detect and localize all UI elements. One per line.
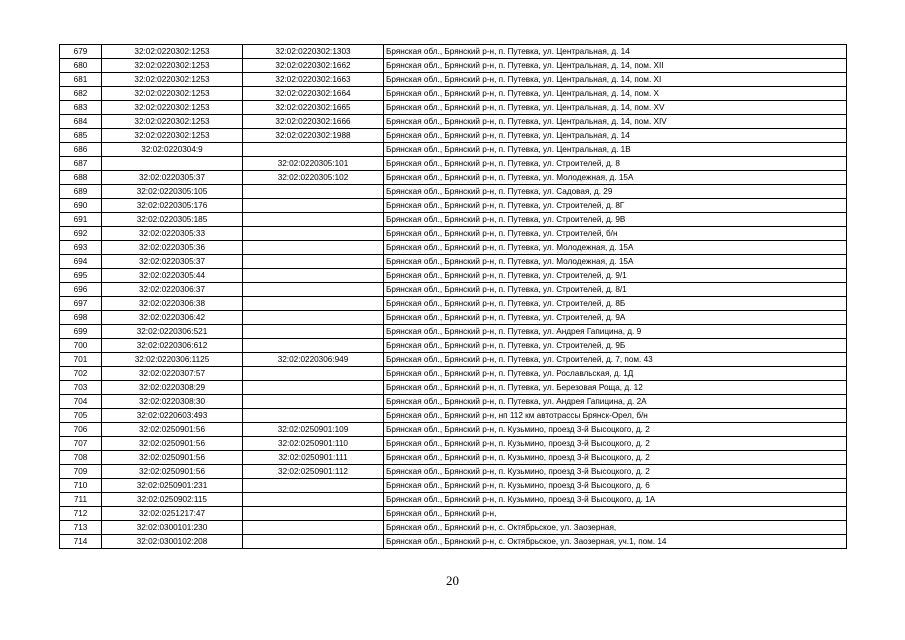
address-cell: Брянская обл., Брянский р-н, п. Путевка, ул. Строителей, д. 7, пом. 43 — [384, 353, 847, 367]
related-cadastral-number-cell — [243, 227, 384, 241]
address-cell: Брянская обл., Брянский р-н, п. Путевка, ул. Строителей, д. 9А — [384, 311, 847, 325]
row-number-cell: 679 — [60, 45, 102, 59]
cadastral-number-cell: 32:02:0220305:44 — [102, 269, 243, 283]
cadastral-number-cell: 32:02:0251217:47 — [102, 507, 243, 521]
related-cadastral-number-cell — [243, 479, 384, 493]
row-number-cell: 681 — [60, 73, 102, 87]
table-row — [60, 297, 847, 311]
row-number-cell: 710 — [60, 479, 102, 493]
row-number-cell: 694 — [60, 255, 102, 269]
row-number-cell: 686 — [60, 143, 102, 157]
cadastral-number-cell: 32:02:0220305:37 — [102, 171, 243, 185]
address-cell: Брянская обл., Брянский р-н, п. Кузьмино, проезд 3-й Высоцкого, д. 1А — [384, 493, 847, 507]
row-number-cell: 711 — [60, 493, 102, 507]
row-number-cell: 709 — [60, 465, 102, 479]
row-number-cell: 714 — [60, 535, 102, 549]
address-cell: Брянская обл., Брянский р-н, п. Кузьмино, проезд 3-й Высоцкого, д. 2 — [384, 423, 847, 437]
table-row — [60, 227, 847, 241]
address-cell: Брянская обл., Брянский р-н, п. Путевка, ул. Садовая, д. 29 — [384, 185, 847, 199]
address-cell: Брянская обл., Брянский р-н, п. Путевка, ул. Строителей, д. 8Г — [384, 199, 847, 213]
related-cadastral-number-cell — [243, 283, 384, 297]
related-cadastral-number-cell: 32:02:0220302:1988 — [243, 129, 384, 143]
related-cadastral-number-cell — [243, 339, 384, 353]
table-row — [60, 325, 847, 339]
address-cell: Брянская обл., Брянский р-н, п. Путевка, ул. Молодежная, д. 15А — [384, 171, 847, 185]
address-cell: Брянская обл., Брянский р-н, п. Путевка, ул. Строителей, д. 8/1 — [384, 283, 847, 297]
related-cadastral-number-cell — [243, 325, 384, 339]
table-row — [60, 101, 847, 115]
related-cadastral-number-cell — [243, 199, 384, 213]
address-cell: Брянская обл., Брянский р-н, п. Путевка, ул. Центральная, д. 14 — [384, 129, 847, 143]
address-cell: Брянская обл., Брянский р-н, нп 112 км автотрассы Брянск-Орел, б/н — [384, 409, 847, 423]
cadastral-number-cell: 32:02:0250901:231 — [102, 479, 243, 493]
related-cadastral-number-cell — [243, 493, 384, 507]
table-row — [60, 73, 847, 87]
table-row — [60, 535, 847, 549]
table-row — [60, 493, 847, 507]
related-cadastral-number-cell — [243, 213, 384, 227]
related-cadastral-number-cell: 32:02:0250901:111 — [243, 451, 384, 465]
table-row — [60, 171, 847, 185]
table-row — [60, 451, 847, 465]
address-cell: Брянская обл., Брянский р-н, с. Октябрьское, ул. Заозерная, уч.1, пом. 14 — [384, 535, 847, 549]
table-row — [60, 115, 847, 129]
row-number-cell: 684 — [60, 115, 102, 129]
related-cadastral-number-cell: 32:02:0220302:1664 — [243, 87, 384, 101]
cadastral-number-cell: 32:02:0250901:56 — [102, 423, 243, 437]
table-row — [60, 311, 847, 325]
row-number-cell: 712 — [60, 507, 102, 521]
related-cadastral-number-cell: 32:02:0220302:1662 — [243, 59, 384, 73]
cadastral-number-cell: 32:02:0250901:56 — [102, 451, 243, 465]
table-row — [60, 87, 847, 101]
table-row — [60, 45, 847, 59]
row-number-cell: 702 — [60, 367, 102, 381]
cadastral-number-cell: 32:02:0220302:1253 — [102, 45, 243, 59]
address-cell: Брянская обл., Брянский р-н, п. Путевка, ул. Центральная, д. 1В — [384, 143, 847, 157]
address-cell: Брянская обл., Брянский р-н, п. Путевка, ул. Строителей, д. 8 — [384, 157, 847, 171]
related-cadastral-number-cell — [243, 521, 384, 535]
cadastral-number-cell: 32:02:0250902:115 — [102, 493, 243, 507]
cadastral-number-cell: 32:02:0300101:230 — [102, 521, 243, 535]
row-number-cell: 682 — [60, 87, 102, 101]
table-row — [60, 395, 847, 409]
cadastral-number-cell: 32:02:0220306:1125 — [102, 353, 243, 367]
related-cadastral-number-cell — [243, 311, 384, 325]
related-cadastral-number-cell: 32:02:0220306:949 — [243, 353, 384, 367]
address-cell: Брянская обл., Брянский р-н, п. Путевка, ул. Строителей, д. 9/1 — [384, 269, 847, 283]
cadastral-number-cell: 32:02:0220308:30 — [102, 395, 243, 409]
page-number: 20 — [446, 573, 459, 588]
row-number-cell: 701 — [60, 353, 102, 367]
table-row — [60, 409, 847, 423]
cadastral-number-cell: 32:02:0220306:42 — [102, 311, 243, 325]
related-cadastral-number-cell — [243, 409, 384, 423]
cadastral-number-cell: 32:02:0250901:56 — [102, 437, 243, 451]
cadastral-number-cell — [102, 157, 243, 171]
table-row — [60, 479, 847, 493]
address-cell: Брянская обл., Брянский р-н, п. Кузьмино, проезд 3-й Высоцкого, д. 6 — [384, 479, 847, 493]
cadastral-number-cell: 32:02:0220306:521 — [102, 325, 243, 339]
table-row — [60, 283, 847, 297]
table-row — [60, 241, 847, 255]
related-cadastral-number-cell — [243, 367, 384, 381]
row-number-cell: 683 — [60, 101, 102, 115]
table-body — [60, 45, 847, 549]
row-number-cell: 685 — [60, 129, 102, 143]
row-number-cell: 698 — [60, 311, 102, 325]
table-row — [60, 157, 847, 171]
table-row — [60, 213, 847, 227]
related-cadastral-number-cell — [243, 185, 384, 199]
address-cell: Брянская обл., Брянский р-н, п. Путевка, ул. Центральная, д. 14, пом. XI — [384, 73, 847, 87]
cadastral-number-cell: 32:02:0220305:176 — [102, 199, 243, 213]
row-number-cell: 708 — [60, 451, 102, 465]
row-number-cell: 707 — [60, 437, 102, 451]
table-row — [60, 185, 847, 199]
row-number-cell: 713 — [60, 521, 102, 535]
row-number-cell: 692 — [60, 227, 102, 241]
table-row — [60, 255, 847, 269]
cadastral-number-cell: 32:02:0220306:38 — [102, 297, 243, 311]
table-row — [60, 521, 847, 535]
related-cadastral-number-cell — [243, 395, 384, 409]
cadastral-number-cell: 32:02:0220302:1253 — [102, 73, 243, 87]
cadastral-number-cell: 32:02:0220304:9 — [102, 143, 243, 157]
address-cell: Брянская обл., Брянский р-н, п. Путевка, ул. Молодежная, д. 15А — [384, 255, 847, 269]
row-number-cell: 696 — [60, 283, 102, 297]
address-cell: Брянская обл., Брянский р-н, п. Путевка, ул. Строителей, д. 9Б — [384, 339, 847, 353]
table-row — [60, 367, 847, 381]
table-row — [60, 199, 847, 213]
row-number-cell: 703 — [60, 381, 102, 395]
property-register-table — [59, 44, 847, 549]
related-cadastral-number-cell — [243, 507, 384, 521]
address-cell: Брянская обл., Брянский р-н, п. Кузьмино, проезд 3-й Высоцкого, д. 2 — [384, 451, 847, 465]
cadastral-number-cell: 32:02:0220305:37 — [102, 255, 243, 269]
address-cell: Брянская обл., Брянский р-н, п. Кузьмино, проезд 3-й Высоцкого, д. 2 — [384, 437, 847, 451]
table-row — [60, 507, 847, 521]
row-number-cell: 691 — [60, 213, 102, 227]
cadastral-number-cell: 32:02:0300102:208 — [102, 535, 243, 549]
table-row — [60, 143, 847, 157]
address-cell: Брянская обл., Брянский р-н, п. Путевка, ул. Центральная, д. 14, пом. XIV — [384, 115, 847, 129]
table-row — [60, 423, 847, 437]
row-number-cell: 689 — [60, 185, 102, 199]
row-number-cell: 700 — [60, 339, 102, 353]
row-number-cell: 705 — [60, 409, 102, 423]
address-cell: Брянская обл., Брянский р-н, п. Путевка, ул. Строителей, д. 9В — [384, 213, 847, 227]
related-cadastral-number-cell — [243, 269, 384, 283]
table-row — [60, 269, 847, 283]
cadastral-number-cell: 32:02:0220306:612 — [102, 339, 243, 353]
related-cadastral-number-cell: 32:02:0250901:109 — [243, 423, 384, 437]
address-cell: Брянская обл., Брянский р-н, п. Кузьмино, проезд 3-й Высоцкого, д. 2 — [384, 465, 847, 479]
address-cell: Брянская обл., Брянский р-н, п. Путевка, ул. Строителей, б/н — [384, 227, 847, 241]
address-cell: Брянская обл., Брянский р-н, п. Путевка, ул. Андрея Гапицина, д. 2А — [384, 395, 847, 409]
row-number-cell: 680 — [60, 59, 102, 73]
address-cell: Брянская обл., Брянский р-н, п. Путевка, ул. Строителей, д. 8Б — [384, 297, 847, 311]
cadastral-number-cell: 32:02:0220308:29 — [102, 381, 243, 395]
row-number-cell: 706 — [60, 423, 102, 437]
cadastral-number-cell: 32:02:0250901:56 — [102, 465, 243, 479]
related-cadastral-number-cell — [243, 297, 384, 311]
cadastral-number-cell: 32:02:0220603:493 — [102, 409, 243, 423]
cadastral-number-cell: 32:02:0220302:1253 — [102, 87, 243, 101]
table-row — [60, 339, 847, 353]
related-cadastral-number-cell: 32:02:0250901:112 — [243, 465, 384, 479]
cadastral-number-cell: 32:02:0220305:105 — [102, 185, 243, 199]
related-cadastral-number-cell — [243, 255, 384, 269]
address-cell: Брянская обл., Брянский р-н, п. Путевка, ул. Андрея Гапицина, д. 9 — [384, 325, 847, 339]
related-cadastral-number-cell — [243, 143, 384, 157]
row-number-cell: 688 — [60, 171, 102, 185]
table-row — [60, 353, 847, 367]
cadastral-number-cell: 32:02:0220307:57 — [102, 367, 243, 381]
related-cadastral-number-cell: 32:02:0220305:102 — [243, 171, 384, 185]
cadastral-number-cell: 32:02:0220302:1253 — [102, 59, 243, 73]
cadastral-number-cell: 32:02:0220302:1253 — [102, 101, 243, 115]
related-cadastral-number-cell — [243, 381, 384, 395]
table-row — [60, 381, 847, 395]
related-cadastral-number-cell: 32:02:0250901:110 — [243, 437, 384, 451]
cadastral-number-cell: 32:02:0220306:37 — [102, 283, 243, 297]
address-cell: Брянская обл., Брянский р-н, п. Путевка, ул. Березовая Роща, д. 12 — [384, 381, 847, 395]
cadastral-number-cell: 32:02:0220302:1253 — [102, 129, 243, 143]
address-cell: Брянская обл., Брянский р-н, — [384, 507, 847, 521]
row-number-cell: 687 — [60, 157, 102, 171]
row-number-cell: 695 — [60, 269, 102, 283]
cadastral-number-cell: 32:02:0220305:36 — [102, 241, 243, 255]
related-cadastral-number-cell: 32:02:0220302:1663 — [243, 73, 384, 87]
address-cell: Брянская обл., Брянский р-н, п. Путевка, ул. Центральная, д. 14 — [384, 45, 847, 59]
address-cell: Брянская обл., Брянский р-н, п. Путевка, ул. Центральная, д. 14, пом. X — [384, 87, 847, 101]
related-cadastral-number-cell: 32:02:0220302:1303 — [243, 45, 384, 59]
cadastral-number-cell: 32:02:0220302:1253 — [102, 115, 243, 129]
row-number-cell: 699 — [60, 325, 102, 339]
related-cadastral-number-cell: 32:02:0220302:1666 — [243, 115, 384, 129]
address-cell: Брянская обл., Брянский р-н, с. Октябрьское, ул. Заозерная, — [384, 521, 847, 535]
table-row — [60, 437, 847, 451]
related-cadastral-number-cell: 32:02:0220302:1665 — [243, 101, 384, 115]
cadastral-number-cell: 32:02:0220305:185 — [102, 213, 243, 227]
row-number-cell: 690 — [60, 199, 102, 213]
address-cell: Брянская обл., Брянский р-н, п. Путевка, ул. Центральная, д. 14, пом. XII — [384, 59, 847, 73]
row-number-cell: 697 — [60, 297, 102, 311]
table-row — [60, 465, 847, 479]
row-number-cell: 704 — [60, 395, 102, 409]
related-cadastral-number-cell — [243, 535, 384, 549]
address-cell: Брянская обл., Брянский р-н, п. Путевка, ул. Рославльская, д. 1Д — [384, 367, 847, 381]
related-cadastral-number-cell — [243, 241, 384, 255]
table-row — [60, 59, 847, 73]
table-row — [60, 129, 847, 143]
address-cell: Брянская обл., Брянский р-н, п. Путевка, ул. Центральная, д. 14, пом. XV — [384, 101, 847, 115]
address-cell: Брянская обл., Брянский р-н, п. Путевка, ул. Молодежная, д. 15А — [384, 241, 847, 255]
cadastral-number-cell: 32:02:0220305:33 — [102, 227, 243, 241]
row-number-cell: 693 — [60, 241, 102, 255]
related-cadastral-number-cell: 32:02:0220305:101 — [243, 157, 384, 171]
